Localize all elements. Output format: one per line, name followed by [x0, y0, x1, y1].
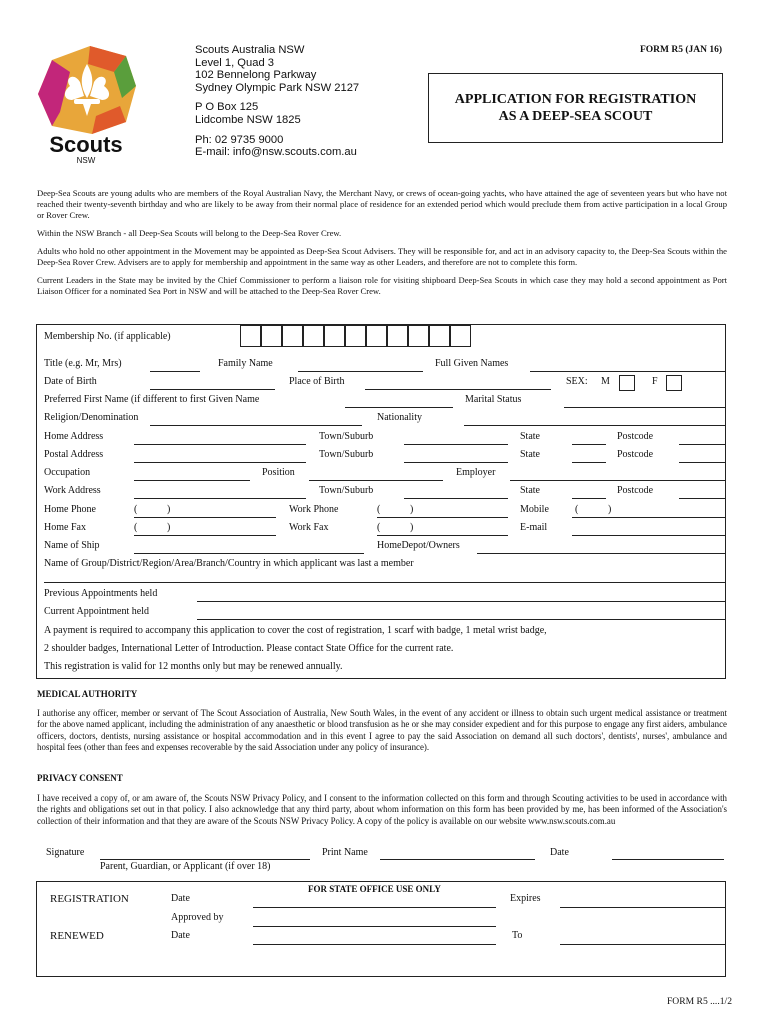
postal-town-label: Town/Suburb [319, 449, 374, 460]
print-name-label: Print Name [322, 847, 368, 858]
form-code: FORM R5 (JAN 16) [639, 45, 722, 55]
address-line-3: Sydney Olympic Park NSW 2127 [195, 81, 360, 94]
home-fax-paren-open: ( [134, 522, 138, 533]
email: E-mail: info@nsw.scouts.com.au [195, 146, 357, 159]
membership-no-label: Membership No. (if applicable) [44, 331, 171, 342]
address-line-2: 102 Bennelong Parkway [195, 69, 317, 82]
home-phone-paren-close: ) [167, 504, 171, 515]
intro-paragraph: Deep-Sea Scouts are young adults who are members of the Royal Australian Navy, the Merchant Navy, or crews of ocean-going yachts, who have attained the age of seventeen years but who have not reached their twenty-seventh birthday and who are likely to be away from their normal place of residence for an extended period which would preclude them from active participation in a local Group or Rover Crew. [37, 188, 727, 220]
home-fax-label: Home Fax [44, 522, 86, 533]
registration-date-label: Date [171, 893, 190, 904]
intro-paragraph: Adults who hold no other appointment in the Movement may be appointed as Deep-Sea Scout Advisers. They will be responsible for, and act in an advisory capacity to, the Deep-Sea Scouts within the Deep-Sea Rover Crew. Advisers are to apply for membership and appointment in the same way as other Leaders, and therefore are not to complete this form. [37, 246, 727, 267]
office-use-box [36, 881, 726, 977]
medical-heading: MEDICAL AUTHORITY [37, 689, 138, 699]
home-fax-field[interactable] [134, 535, 276, 536]
home-town-label: Town/Suburb [319, 431, 374, 442]
marital-status-field[interactable] [564, 407, 726, 408]
payment-text-1: A payment is required to accompany this application to cover the cost of registration, 1 scarf with badge, 1 metal wrist badge, [44, 625, 547, 636]
privacy-heading: PRIVACY CONSENT [37, 773, 123, 783]
postal-address-label: Postal Address [44, 449, 104, 460]
po-city: Lidcombe NSW 1825 [195, 113, 301, 126]
given-names-label: Full Given Names [435, 358, 509, 369]
work-postcode-field[interactable] [679, 498, 726, 499]
print-name-field[interactable] [380, 859, 535, 860]
membership-no-cell[interactable] [366, 325, 387, 347]
sex-m-label: M [601, 376, 610, 387]
membership-no-cell[interactable] [240, 325, 261, 347]
registration-label: REGISTRATION [50, 893, 129, 905]
place-of-birth-label: Place of Birth [289, 376, 345, 387]
mobile-paren-close: ) [608, 504, 612, 515]
approved-by-field[interactable] [253, 926, 496, 927]
home-address-field[interactable] [134, 444, 306, 445]
logo-region-text: NSW [76, 156, 96, 165]
occupation-field[interactable] [134, 480, 250, 481]
address-block [195, 44, 359, 159]
office-use-heading: FOR STATE OFFICE USE ONLY [308, 884, 441, 894]
signature-label: Signature [46, 847, 85, 858]
privacy-text: I have received a copy of, or am aware of, the Scouts NSW Privacy Policy, and I consent to the information collected on this form and through Scouting activities to be used in accordance with the rights and obligations set out in that policy. I also acknowledge that any third party, about whom information on this form has been provided by me, has been informed of the Association's collection of their information and that they are aware of the Scouts NSW Privacy Policy. A copy of the policy is available on our website www.nsw.scouts.com.au [37, 793, 727, 826]
given-names-field[interactable] [530, 371, 726, 372]
religion-label: Religion/Denomination [44, 412, 139, 423]
family-name-field[interactable] [298, 371, 423, 372]
to-label: To [512, 930, 523, 941]
preferred-name-field[interactable] [345, 407, 453, 408]
name-of-ship-field[interactable] [134, 553, 364, 554]
previous-appointments-field[interactable] [197, 601, 726, 602]
form-title [428, 73, 723, 143]
email-label: E-mail [520, 522, 548, 533]
current-appointment-field[interactable] [197, 619, 726, 620]
scouts-nsw-logo [30, 42, 142, 166]
dob-label: Date of Birth [44, 376, 97, 387]
family-name-label: Family Name [218, 358, 273, 369]
membership-no-cell[interactable] [261, 325, 282, 347]
marital-status-label: Marital Status [465, 394, 522, 405]
home-state-label: State [520, 431, 540, 442]
expires-field[interactable] [560, 907, 726, 908]
work-phone-paren-open: ( [377, 504, 381, 515]
employer-label: Employer [456, 467, 496, 478]
employer-field[interactable] [510, 480, 726, 481]
approved-by-label: Approved by [171, 912, 224, 923]
signature-date-field[interactable] [612, 859, 724, 860]
home-town-field[interactable] [404, 444, 508, 445]
work-town-label: Town/Suburb [319, 485, 374, 496]
home-phone-label: Home Phone [44, 504, 96, 515]
home-fax-paren-close: ) [167, 522, 171, 533]
membership-no-cell[interactable] [345, 325, 366, 347]
renewed-date-label: Date [171, 930, 190, 941]
place-of-birth-field[interactable] [365, 389, 551, 390]
payment-text-2: 2 shoulder badges, International Letter of Introduction. Please contact State Office for the current rate. [44, 643, 454, 654]
membership-no-cell[interactable] [387, 325, 408, 347]
logo-brand-text: Scouts [49, 132, 123, 157]
work-postcode-label: Postcode [617, 485, 654, 496]
signature-field[interactable] [100, 859, 310, 860]
intro-text [37, 188, 727, 304]
intro-paragraph: Current Leaders in the State may be invited by the Chief Commissioner to perform a liaison role for visiting shipboard Deep-Sea Scouts in which case they may hold a second appointment as Port Liaison Officer for a nominated Sea Port in NSW and will be attached to the Deep-Sea Rover Crew. [37, 275, 727, 296]
mobile-label: Mobile [520, 504, 549, 515]
postal-town-field[interactable] [404, 462, 508, 463]
address-line-1: Level 1, Quad 3 [195, 56, 274, 69]
title-line-2: AS A DEEP-SEA SCOUT [498, 109, 653, 124]
nationality-label: Nationality [377, 412, 422, 423]
expires-label: Expires [510, 893, 541, 904]
renewed-label: RENEWED [50, 930, 104, 942]
po-box: P O Box 125 [195, 101, 259, 114]
guardian-label: Parent, Guardian, or Applicant (if over 18) [100, 861, 271, 872]
home-depot-label: HomeDepot/Owners [377, 540, 460, 551]
mobile-paren-open: ( [575, 504, 579, 515]
dob-field[interactable] [150, 389, 275, 390]
work-fax-paren-close: ) [410, 522, 414, 533]
membership-no-cell[interactable] [429, 325, 450, 347]
home-phone-paren-open: ( [134, 504, 138, 515]
page-footer: FORM R5 ....1/2 [666, 996, 732, 1007]
work-fax-field[interactable] [377, 535, 508, 536]
work-phone-label: Work Phone [289, 504, 339, 515]
sex-label: SEX: [566, 376, 588, 387]
home-phone-field[interactable] [134, 517, 276, 518]
current-appointment-label: Current Appointment held [44, 606, 149, 617]
postal-postcode-field[interactable] [679, 462, 726, 463]
name-of-ship-label: Name of Ship [44, 540, 100, 551]
membership-no-cell[interactable] [303, 325, 324, 347]
sex-m-checkbox[interactable] [619, 375, 635, 391]
work-town-field[interactable] [404, 498, 508, 499]
religion-field[interactable] [150, 425, 362, 426]
work-phone-paren-close: ) [410, 504, 414, 515]
home-postcode-field[interactable] [679, 444, 726, 445]
sex-f-label: F [652, 376, 658, 387]
home-depot-field[interactable] [477, 553, 726, 554]
work-address-label: Work Address [44, 485, 101, 496]
phone: Ph: 02 9735 9000 [195, 133, 284, 146]
intro-paragraph: Within the NSW Branch - all Deep-Sea Scouts will belong to the Deep-Sea Rover Crew. [37, 228, 342, 238]
email-field[interactable] [572, 535, 726, 536]
membership-no-cell[interactable] [324, 325, 345, 347]
work-state-label: State [520, 485, 540, 496]
work-state-field[interactable] [572, 498, 606, 499]
position-label: Position [262, 467, 295, 478]
registration-date-field[interactable] [253, 907, 496, 908]
position-field[interactable] [309, 480, 443, 481]
preferred-name-label: Preferred First Name (if different to first Given Name [44, 394, 260, 405]
work-phone-field[interactable] [377, 517, 508, 518]
home-address-label: Home Address [44, 431, 104, 442]
date-label: Date [550, 847, 569, 858]
medical-text: I authorise any officer, member or servant of The Scout Association of Australia, New South Wales, in the event of any accident or illness to obtain such urgent medical assistance or treatment for the above named applicant, including the administration of any anaesthetic or blood transfusion as he or she may consider expedient and for this purpose to engage any first aiders, ambulance officers, doctors, dentists, nursing assistance or hospital accommodation and in this event I agree to pay the said Association on demand all such doctors', dentists', nurses', ambulance and hospital fees (other than fees and expenses recoverable by the said Association under any policy of insurance). [37, 708, 727, 753]
postal-address-field[interactable] [134, 462, 306, 463]
group-name-label: Name of Group/District/Region/Area/Branch/Country in which applicant was last a member [44, 558, 414, 569]
work-address-field[interactable] [134, 498, 306, 499]
org-name: Scouts Australia NSW [195, 44, 305, 56]
membership-no-cell[interactable] [282, 325, 303, 347]
title-label: Title (e.g. Mr, Mrs) [44, 358, 122, 369]
to-field[interactable] [560, 944, 726, 945]
previous-appointments-label: Previous Appointments held [44, 588, 158, 599]
group-name-field[interactable] [44, 582, 726, 583]
postal-state-field[interactable] [572, 462, 606, 463]
postal-postcode-label: Postcode [617, 449, 654, 460]
home-postcode-label: Postcode [617, 431, 654, 442]
nationality-field[interactable] [464, 425, 726, 426]
title-field[interactable] [150, 371, 200, 372]
work-fax-label: Work Fax [289, 522, 329, 533]
title-line-1: APPLICATION FOR REGISTRATION [454, 92, 697, 107]
work-fax-paren-open: ( [377, 522, 381, 533]
sex-f-checkbox[interactable] [666, 375, 682, 391]
occupation-label: Occupation [44, 467, 91, 478]
membership-no-cell[interactable] [450, 325, 471, 347]
home-state-field[interactable] [572, 444, 606, 445]
postal-state-label: State [520, 449, 540, 460]
renewed-date-field[interactable] [253, 944, 496, 945]
membership-no-cell[interactable] [408, 325, 429, 347]
mobile-field[interactable] [572, 517, 726, 518]
validity-text: This registration is valid for 12 months only but may be renewed annually. [44, 661, 343, 672]
